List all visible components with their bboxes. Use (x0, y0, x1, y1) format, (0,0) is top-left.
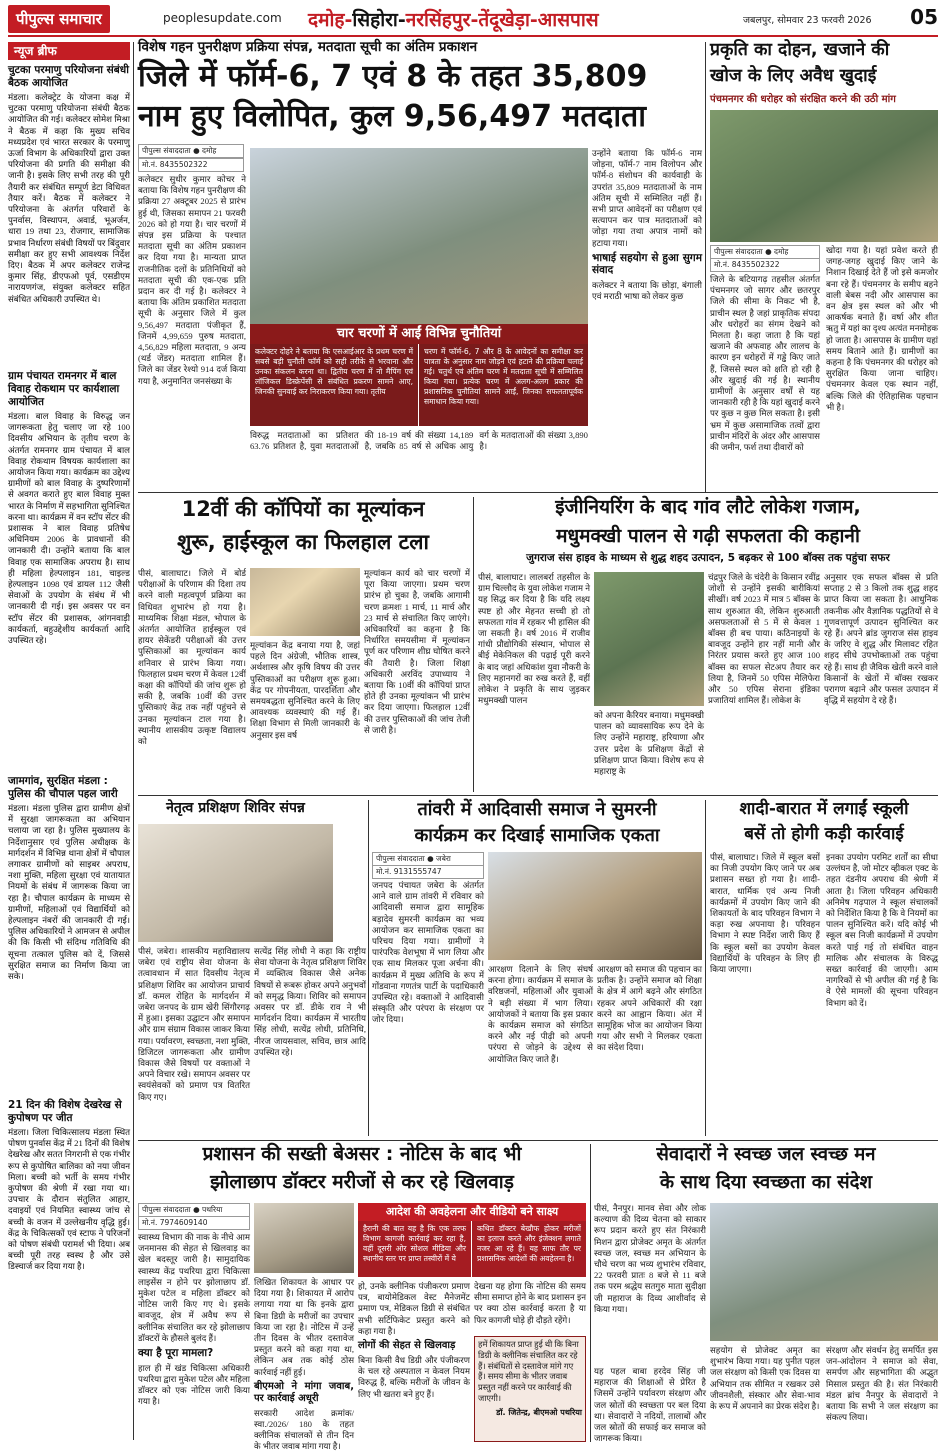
lead-body-col1: कलेक्टर सुधीर कुमार कोचर ने बताया कि विशेष गहन पुनरीक्षण की प्रक्रिया 27 अक्टूबर 2025 से प्रारंभ हुई थी, जिसका समापन 21 फरवरी 2026 को हो गया है। चार चरणों में संपन्न इस प्रक्रिया के पश्चात मतदाता सूची का अंतिम प्रकाशन कर दिया गया है। मान्यता प्राप्त राजनीतिक दलों के प्रतिनिधियों को मतदाता सूची की एक-एक प्रति प्रदान कर दी गई है। कलेक्टर ने बताया कि अंतिम प्रकाशित मतदाता सूची के अनुसार जिले में कुल 9,56,497 मतदाता पंजीकृत हैं, जिनमें 4,99,659 पुरुष मतदाता, 4,56,829 महिला मतदाता, 9 अन्य (थर्ड जेंडर) मतदाता शामिल हैं। जिले का जेंडर रेश्यो 914 दर्ज किया गया है, अनुमानित जनसंख्या के (138, 174, 246, 386)
masthead (8, 5, 938, 37)
fake-col1-text: स्वास्थ्य विभाग की नाक के नीचे आम जनमानस की सेहत से खिलवाड़ का खेल बदस्तूर जारी है। सामुदायिक स्वास्थ्य केंद्र पथरिया द्वारा चिकित्सा लाइसेंस न होने पर झोलाछाप डॉ. मुकेश पटेल व महिला डॉक्टर को नोटिस जारी किए गए थे। इसके बावजूद, क्षेत्र में अवैध रूप से क्लीनिक संचालित कर रहे झोलाछाप डॉक्टरों के हौसले बुलंद हैं। (138, 1232, 250, 1343)
right1-subheadline: पंचमनगर की धरोहर को संरक्षित करने की उठी मांग (710, 94, 896, 105)
fake-red-caption-right: कथित डॉक्टर बेखौफ होकर मरीजों का इलाज करते और इंजेक्शन लगाते नजर आ रहे हैं। यह साफ तौर पर प्रशासनिक आदेशों की अवहेलना है। (472, 1221, 586, 1277)
right1-body-col2: खोदा गया है। यहां प्रवेश करते ही जगह-जगह खुदाई किए जाने के निशान दिखाई देते हैं जो इसे कमजोर बना रहे हैं। पंचमनगर के समीप बहने वाली बेबस नदी और आसपास का वन क्षेत्र इस स्थल को और भी आकर्षक बनाते हैं। वर्षा और शीत ऋतु में यहां का दृश्य अत्यंत मनमोहक हो जाता है। आसपास के ग्रामीण यहां समय बिताने आते हैं। ग्रामीणों का कहना है कि पंचमनगर की धरोहर को सुरक्षित किया जाना चाहिए। पंचमनगर केवल एक स्थान नहीं, बल्कि जिले की ऐतिहासिक पहचान भी है। (826, 245, 938, 412)
fake-body-col3 (358, 1281, 470, 1442)
column-divider (705, 42, 706, 492)
right1-headline-line2: खोज के लिए अवैध खुदाई (710, 66, 877, 86)
tanwari-photo (488, 852, 702, 960)
brief-text: मंडला। जिला चिकित्सालय मंडला स्थित पोषण पुनर्वास केंद्र में 21 दिनों की विशेष देखरेख और सतत निगरानी से एक गंभीर रूप से कुपोषित बालिका को नया जीवन मिला। बच्ची को भर्ती के समय गंभीर कुपोषण की श्रेणी में रखा गया था। उपचार के दौरान संतुलित आहार, दवाइयों एवं नियमित स्वास्थ्य जांच से बच्ची के वजन में उल्लेखनीय वृद्धि हुई। केंद्र के चिकित्सकों एवं स्टाफ ने परिजनों को पोषण संबंधी परामर्श भी दिया। अब बच्ची पूरी तरह स्वस्थ है और उसे डिस्चार्ज कर दिया गया है। (8, 1127, 130, 1272)
column-divider (133, 42, 134, 1440)
copies-headline-line1: 12वीं की कॉपियों का मूल्यांकन (181, 497, 425, 521)
brief-text: मंडला। कलेक्ट्रेट के योजना कक्ष में चुटका परमाणु परियोजना संबंधी बैठक आयोजित की गई। कलेक्टर सोमेश मिश्रा ने बैठक में कहा कि मुख्य सचिव मध्यप्रदेश एवं भारत सरकार के परमाणु ऊर्जा विभाग के अधिकारियों द्वारा उक्त परियोजना की प्रगति की समीक्षा की जानी है। इसके लिए सभी तरह की पूरी तैयारी कर संबंधित सम्पूर्ण डेटा विधिवत तैयार करें। बैठक में कलेक्टर ने परियोजना के अंतर्गत परिवारों के पुनर्वास, विस्थापन, अवार्ड, भूअर्जन, धारा 19 तथा 23, रोजगार, सामाजिक प्रभाव निर्धारण संबंधी विषयों पर बिंदुवार समीक्षा कर हुए सभी आवश्यक निर्देश दिए। बैठक में अपर कलेक्टर राजेन्द्र कुमार सिंह, डीएफओ पूर्व, एसडीएम नारायणगंज, संयुक्त कलेक्टर सहित संबंधित अधिकारी उपस्थित थे। (8, 92, 130, 304)
brief-text: मंडला। बाल विवाह के विरुद्ध जन जागरूकता हेतु चलाए जा रहे 100 दिवसीय अभियान के तृतीय चरण के अंतर्गत रामनगर ग्राम पंचायत में बाल विवाह रोकथाम विषयक कार्यशाला का आयोजन किया गया। कार्यक्रम का उद्देश्य ग्रामीणों को बाल विवाह के दुष्परिणामों से अवगत कराते हुए बाल विवाह मुक्त भारत के निर्माण में सहभागिता सुनिश्चित करना था। कार्यक्रम में वन स्टॉप सेंटर की प्रशासक ने बाल विवाह प्रतिषेध अधिनियम 2006 के प्रावधानों की जानकारी दी। उन्होंने बताया कि बाल विवाह एक सामाजिक अपराध है। साथ ही महिला हेल्पलाइन 181, चाइल्ड हेल्पलाइन 1098 एवं डायल 112 जैसी सेवाओं के उपयोग के संबंध में भी जानकारी दी गई। इस अवसर पर वन स्टॉप सेंटर की प्रशासक, आंगनवाड़ी कार्यकर्ता, बहुउद्देशीय कार्यकर्ता आदि उपस्थित रहे। (8, 411, 130, 646)
lead-photo (250, 148, 588, 324)
wedding-body-col2: इनका उपयोग परमिट शर्तों का सीधा उल्लंघन है, जो मोटर व्हीकल एक्ट के तहत दंडनीय अपराध की श्रेणी में आता है। जिला परिवहन अधिकारी अनिमेष गढ़पाल ने स्कूल संचालकों को निर्देशित किया है कि वे नियमों का पालन सुनिश्चित करें। यदि कोई भी स्कूल बस निजी कार्यक्रमों में उपयोग करते पाई गई तो संबंधित वाहन मालिक और संचालक के विरुद्ध सख्त कार्रवाई की जाएगी। आम नागरिकों से भी अपील की गई है कि वे ऐसे मामलों की सूचना परिवहन विभाग को दें। (826, 852, 938, 1008)
wedding-body-col1: पीसं, बालाघाट। जिले में स्कूल बसों का निजी उपयोग किए जाने पर अब प्रशासन सख्त हो गया है। शादी-बारात, धार्मिक एवं अन्य निजी कार्यक्रमों में उपयोग किए जाने की शिकायतों के बाद परिवहन विभाग ने कड़ा रुख अपनाया है। परिवहन विभाग ने स्पष्ट निर्देश जारी किए हैं कि स्कूल बसों का उपयोग केवल विद्यार्थियों के परिवहन के लिए ही किया जाएगा। (710, 852, 820, 975)
camp-body-col1: पीसं, जबेरा। शासकीय महाविद्यालय जबेरा एवं राष्ट्रीय सेवा योजना के तत्वावधान में सात दिवसीय नेतृत्व प्रशिक्षण शिविर का आयोजन प्राचार्य डॉ. कमल रोहित के मार्गदर्शन में जबेरा जनपद के ग्राम खेरी सिंगौरगढ़ में हुआ। इसका उद्घाटन और समापन और ग्राम संग्राम विकास जाकर किया गया। पर्यावरण, स्वच्छता, नशा मुक्ति, डिजिटल जागरूकता और ग्रामीण विकास जैसे विषयों पर वक्ताओं ने अपने विचार रखे। समापन अवसर पर स्वयंसेवकों को प्रमाण पत्र वितरित किए गए। (138, 946, 250, 1102)
lead-col3b-text: कलेक्टर ने बताया कि छोड़ा, बंगाली एवं मराठी भाषा को लेकर कुछ (592, 279, 702, 302)
news-brief-column (8, 62, 130, 1442)
copies-headline-line2: शुरू, हाईस्कूल का फिलहाल टला (177, 530, 429, 554)
fake-col3-text: हो, उनके क्लीनिक पंजीकरण प्रमाण पत्र, बायोमेडिकल वेस्ट मैनेजमेंट प्रमाण पत्र, मेडिकल डिग्री से संबंधित सभी सर्टिफिकेट प्रस्तुत करने को कहा गया है। (358, 1281, 470, 1336)
column-divider (705, 800, 706, 1136)
right1-photo (710, 110, 938, 242)
tanwari-headline-line1: तांवरी में आदिवासी समाज ने सुमरनी (417, 799, 657, 820)
fake-quote-box (474, 1336, 586, 1442)
lead-photo-band: चार चरणों में आईं विभिन्न चुनौतियां (250, 324, 588, 344)
fake-body-col2 (254, 1277, 354, 1452)
clean-body-col2: यह पहल बाबा हरदेव सिंह जी महाराज की शिक्षाओं से प्रेरित है जिसमें उन्होंने पर्यावरण संरक्षण और जल स्रोतों की स्वच्छता पर बल दिया था। सेवादारों ने नदियों, तालाबों और जल स्रोतों की सफाई कर समाज को जागरूक किया। (594, 1366, 706, 1444)
fake-quote-text: हमें शिकायत प्राप्त हुई थी कि बिना डिग्री के क्लीनिक संचालित कर रहे हैं। संबंधितों से दस्तावेज मांगे गए हैं। समय सीमा के भीतर जवाब प्रस्तुत नहीं करने पर कार्रवाई की जाएगी। (478, 1340, 579, 1403)
brief-text: मंडला। मंडला पुलिस द्वारा ग्रामीण क्षेत्रों में सुरक्षा जागरूकता का अभियान चलाया जा रहा है। पुलिस मुख्यालय के निर्देशानुसार एवं पुलिस अधीक्षक के मार्गदर्शन में विभिन्न थाना क्षेत्रों में चौपाल लगाकर ग्रामीणों को साइबर अपराध, नशा मुक्ति, महिला सुरक्षा एवं यातायात नियमों के संबंध में जागरूक किया जा रहा है। चौपाल कार्यक्रम के माध्यम से ग्रामीणों, महिलाओं एवं विद्यार्थियों को हेल्पलाइन नंबरों की जानकारी दी गई। पुलिस अधिकारियों ने आमजन से अपील की कि किसी भी संदिग्ध गतिविधि की सूचना तत्काल पुलिस को दें, जिससे सुरक्षित समाज का निर्माण किया जा सके। (8, 803, 130, 982)
fake-col3-subhead: लोगों की सेहत से खिलवाड़ (358, 1340, 456, 1352)
column-divider (473, 497, 474, 792)
lead-kicker: विशेष गहन पुनरीक्षण प्रक्रिया संपन्न, मतदाता सूची का अंतिम प्रकाशन (138, 39, 478, 55)
clean-headline-line1: सेवादारों ने स्वच्छ जल स्वच्छ मन (656, 1144, 876, 1165)
clean-photo (710, 1203, 938, 1341)
wedding-headline-line1: शादी-बारात में लगाईं स्कूली (739, 799, 909, 819)
engineer-subheadline: जुगराज संस हाइव के माध्यम से शुद्ध शहद उत्पादन, 5 बढ़कर से 100 बॉक्स तक पहुंचा सफर (526, 552, 890, 564)
lead-body-col2: विरुद्ध मतदाताओं का प्रतिशत 63.76 प्रतिशत है, युवा मतदाताओं की 18-19 वर्ष की संख्या 14,189 है, जबकि 85 वर्ष से अधिक आयु वर्ग के मतदाताओं की संख्या 3,890 है। (250, 430, 588, 452)
fake-mobile: मो.नं. 7974609140 (138, 1216, 250, 1230)
fake-body-col4: देखना यह होगा कि नोटिस की समय सीमा समाप्त होने के बाद प्रशासन इन पर क्या ठोस कार्रवाई करता है या फिर कागजी घोड़े ही दौड़ते रहेंगे। (474, 1281, 586, 1325)
lead-body-col3 (592, 148, 702, 486)
fake-headline-line2: झोलाछाप डॉक्टर मरीजों से कर रहे खिलवाड़ (210, 1171, 514, 1193)
fake-col2-text: लिखित शिकायत के आधार पर दिया गया है। शिकायत में आरोप लगाया गया था कि इनके द्वारा बिना डिग्री के मरीजों का उपचार किया जा रहा है। नोटिस में उन्हें तीन दिवस के भीतर दस्तावेज प्रस्तुत करने को कहा गया था, लेकिन अब तक कोई ठोस कार्रवाई नहीं हुई। (254, 1277, 354, 1377)
lead-headline-line2: नाम हुए विलोपित, कुल 9,56,497 मतदाता (138, 99, 646, 134)
news-brief-label: न्यूज ब्रीफ (8, 42, 130, 60)
logo: पीपुल्स समाचार (8, 5, 110, 33)
section-sihora: सिहोरा- (352, 9, 406, 31)
lead-photo-caption-left: कलेक्टर दोहरे ने बताया कि एसआईआर के प्रथम चरण में सबसे बड़ी चुनौती फॉर्म को सही तरीके से भरवाना और उनका संकलन करना था। द्वितीय चरण में नो मैपिंग एवं लॉजिकल डिस्क्रेपेंसी से संबंधित प्रकरण सामने आए, जिनकी सुनवाई कर निराकरण किया गया। तृतीय (250, 344, 418, 426)
lead-body-col4 (592, 150, 593, 151)
column-divider (368, 800, 369, 1136)
camp-body-col2: सत्येंद्र सिंह लोधी ने कहा कि राष्ट्रीय सेवा योजना के नेतृत्व प्रशिक्षण शिविर में व्यक्तित्व विकास जैसे अनेक विषयों से रूबरू होकर अपने अनुभवों को समृद्ध किया। शिविर को समापन अवसर पर डॉ. डीके राव ने भी मार्गदर्शन दिया। कार्यक्रम में भारतीय सिंह लोधी, सत्येंद्र लोधी, प्रतिनिधि, नीरज जायसवाल, सचिव, छात्र आदि उपस्थित रहे। (254, 946, 366, 1057)
site-url[interactable]: peoplesupdate.com (163, 11, 282, 25)
camp-photo (138, 824, 333, 942)
section-damoh: दमोह- (308, 9, 353, 31)
fake-photo-left (254, 1203, 354, 1273)
fake-byline: पीपुल्स संवाददाता ● पथरिया (138, 1203, 250, 1217)
right1-body-col1: जिले के बटियागढ़ तहसील अंतर्गत पंचमनगर जो सागर और छतरपुर जिले की सीमा के निकट भी है, प्राचीन स्थल है जहां प्राकृतिक संपदा और धरोहरों का संगम देखने को मिलता है। कहा जाता है कि यहां खजाने की अफवाह और लालच के कारण इन धरोहरों में गड्ढे किए जाते हैं, जिससे स्थल को क्षति हो रही है और खुदाई की गई है। स्थानीय ग्रामीणों के अनुसार वर्षों से यह जानकारी रही है कि यहां खुदाई करने पर कुछ न कुछ मिल सकता है। इसी भ्रम में कुछ असामाजिक तत्वों द्वारा प्राचीन मंदिरों के अंदर और आसपास की जमीन, फर्श तथा दीवारों को (710, 274, 820, 453)
tanwari-byline: पीपुल्स संवाददाता ● जबेरा (372, 852, 484, 866)
section-rest: नरसिंहपुर-तेंदूखेड़ा-आसपास (405, 9, 599, 31)
lead-col3-subhead: भाषाई सहयोग से हुआ सुगम संवाद (592, 251, 702, 277)
right1-mobile: मो.नं. 8435502322 (710, 258, 820, 272)
fake-col1b-text: हाल ही में खंड चिकित्सा अधिकारी पथरिया द्वारा मुकेश पटेल और महिला डॉक्टर को एक नोटिस जारी किया गया है। (138, 1362, 250, 1407)
lead-col3-text: उन्होंने बताया कि फॉर्म-6 नाम जोड़ना, फॉर्म-7 नाम विलोपन और फॉर्म-8 संशोधन की कार्यवाही के उपरांत 35,809 मतदाताओं के नाम अंतिम सूची में सम्मिलित नहीं हैं। सभी प्राप्त आवेदनों का परीक्षण एवं सत्यापन कर पात्र मतदाताओं को जोड़ा गया तथा अपात्र नामों को हटाया गया। (592, 148, 702, 248)
engineer-body-col1: पीसं, बालाघाट। लालबर्रा तहसील के ग्राम चिल्लौद के युवा लोकेश गजाम ने यह सिद्ध कर दिया है कि यदि लक्ष्य स्पष्ट हो और मेहनत सच्ची हो तो सफलता गांव में रहकर भी हासिल की जा सकती है। वर्ष 2016 में राजीव गांधी प्रौद्योगिकी संस्थान, भोपाल से बीई मेकेनिकल की पढ़ाई पूरी करने के बाद जहां अधिकांश युवा नौकरी के लिए महानगरों का रुख करते हैं, वहीं लोकेश ने प्रकृति के साथ जुड़कर मधुमक्खी पालन (478, 572, 590, 706)
lead-photo-caption-right: चरण में फॉर्म-6, 7 और 8 के आवेदनों का समीक्षा कर पात्रता के अनुसार नाम जोड़ने एवं हटाने की प्रक्रिया चलाई गई। चतुर्थ एवं अंतिम चरण में मतदाता सूची में सम्मिलित किया गया। प्रत्येक चरण में अलग-अलग प्रकार की प्रशासनिक चुनौतियां सामने आईं, जिनका सफलतापूर्वक समाधान किया गया। (419, 344, 588, 426)
engineer-photo (594, 572, 704, 706)
fake-quote-by: डॉ. जितेन्द्र, बीएमओ पथरिया (496, 1407, 582, 1417)
lead-byline: पीपुल्स संवाददाता ● दमोह (138, 144, 244, 158)
copies-body-col3: मूल्यांकन कार्य को चार चरणों में पूरा किया जाएगा। प्रथम चरण प्रारंभ हो चुका है, जबकि आगामी चरण क्रमशः 1 मार्च, 11 मार्च और 23 मार्च से संचालित किए जाएंगे। अधिकारियों का कहना है कि निर्धारित समयसीमा में मूल्यांकन पूर्ण कर परिणाम शीघ्र घोषित करने की तैयारी है। जिला शिक्षा अधिकारी अरविंद उपाध्याय ने बताया कि 10वीं की कॉपियां प्राप्त होते ही उनका मूल्यांकन भी प्रारंभ कर दिया जाएगा। फिलहाल 12वीं की उत्तर पुस्तिकाओं की जांच तेजी से जारी है। (364, 568, 470, 735)
fake-col1-subhead: क्या है पूरा मामला? (138, 1347, 214, 1360)
tanwari-body-col3: आरक्षण को समाज की पहचान का प्रतीक है। उन्होंने समाज को शिक्षा के क्षेत्र में आगे बढ़ने और संगठित रहकर अपने अधिकारों की रक्षा करने का आह्वान किया। अंत में सामूहिक भोज का आयोजन किया गया और सभी ने मिलकर एकता का संदेश दिया। (597, 964, 702, 1053)
fake-red-band: आदेश की अवहेलना और वीडियो बने साक्ष्य (358, 1203, 586, 1221)
column-divider (590, 1144, 591, 1442)
edition-date: जबलपुर, सोमवार 23 फरवरी 2026 (743, 15, 872, 26)
fake-red-caption-left: हैरानी की बात यह है कि एक तरफ विभाग कागजी कार्रवाई कर रहा है, वहीं दूसरी ओर सोशल मीडिया और स्थानीय स्तर पर प्राप्त तस्वीरों में ये (358, 1221, 471, 1277)
fake-body-col1 (138, 1232, 250, 1442)
copies-body-col1: पीसं, बालाघाट। जिले में बोर्ड परीक्षाओं के परिणाम की दिशा तय करने वाली महत्वपूर्ण प्रक्रिया का विधिवत शुभारंभ हो गया है। माध्यमिक शिक्षा मंडल, भोपाल के अंतर्गत आयोजित हाईस्कूल एवं हायर सेकेंडरी परीक्षाओं की उत्तर पुस्तिकाओं का मूल्यांकन कार्य शनिवार से प्रारंभ किया गया। फिलहाल प्रथम चरण में केवल 12वीं कक्षा की कॉपियों की जांच शुरू हो सकी है, जबकि 10वीं की उत्तर पुस्तिकाएं केंद्र तक नहीं पहुंचने से उनका मूल्यांकन टाल गया है। स्थानीय शासकीय उत्कृष्ट विद्यालय को (138, 568, 246, 747)
brief-title: 21 दिन की विशेष देखरेख से कुपोषण पर जीत (8, 1099, 122, 1124)
copies-body-col2: मूल्यांकन केंद्र बनाया गया है, जहां पहले दिन अंग्रेजी, भौतिक शास्त्र, अर्थशास्त्र और कृषि विषय की उत्तर पुस्तिकाओं का परीक्षण शुरू हुआ। केंद्र पर गोपनीयता, पारदर्शिता और समयबद्धता सुनिश्चित करने के लिए आवश्यक व्यवस्थाएं की गई हैं। शिक्षा विभाग से मिली जानकारी के अनुसार इस वर्ष (250, 640, 360, 740)
clean-body-col4: संरक्षण और संवर्धन हेतु समर्पित इस जन-आंदोलन ने समाज को सेवा, समर्पण और सहभागिता की अद्भुत मिसाल प्रस्तुत की है। संत निरंकारी मंडल ब्रांच नैनपुर के सेवादारों ने बताया कि सभी ने जल संरक्षण का संकल्प लिया। (826, 1345, 938, 1423)
camp-headline: नेतृत्व प्रशिक्षण शिविर संपन्न (166, 800, 305, 816)
engineer-headline-line2: मधुमक्खी पालन से गढ़ी सफलता की कहानी (556, 525, 860, 547)
section-divider (138, 795, 938, 796)
tanwari-headline-line2: कार्यक्रम कर दिखाई सामाजिक एकता (414, 825, 660, 846)
fake-col3b-text: बिना किसी वैध डिग्री और पंजीकरण के चल रहे अस्पताल न केवल नियम विरुद्ध हैं, बल्कि मरीजों के जीवन के लिए भी खतरा बने हुए हैं। (358, 1355, 470, 1399)
section-divider (138, 492, 938, 493)
right1-byline: पीपुल्स संवाददाता ● दमोह (710, 245, 820, 259)
page-number: 05 (910, 5, 938, 29)
tanwari-mobile: मो.नं. 9131555747 (372, 865, 484, 879)
tanwari-body-col1: जनपद पंचायत जबेरा के अंतर्गत आने वाले ग्राम तांवरी में रविवार को आदिवासी समाज द्वारा सामूहिक बड़ादेव सुमरनी कार्यक्रम का भव्य आयोजन कर सामाजिक एकता का परिचय दिया गया। ग्रामीणों ने पारंपरिक वेशभूषा में भाग लिया और एक साथ मिलकर पूजा अर्चना की। कार्यक्रम में मुख्य अतिथि के रूप में गोंडवाना गणतंत्र पार्टी के पदाधिकारी उपस्थित रहे। वक्ताओं ने आदिवासी संस्कृति और परंपरा के संरक्षण पर जोर दिया। (372, 880, 484, 1025)
lead-headline-line1: जिले में फॉर्म-6, 7 एवं 8 के तहत 35,809 (138, 59, 648, 94)
fake-col2b-text: सरकारी आदेश क्रमांक/ स्वा./2026/ 180 के तहत क्लीनिक संचालकों से तीन दिन के भीतर जवाब मांगा गया है। (254, 1407, 354, 1452)
engineer-headline-line1: इंजीनियरिंग के बाद गांव लौटे लोकेश गजाम, (555, 496, 861, 518)
clean-body-col3: सहयोग से प्रोजेक्ट अमृत का शुभारंभ किया गया। यह पुनीत पहल जल संरक्षण को किसी एक दिवस या अभियान तक सीमित न रखकर उसे जीवनशैली, संस्कार और सेवा-भाव के रूप में अपनाने का प्रेरक संदेश है। (710, 1345, 820, 1412)
section-title (308, 6, 599, 32)
right1-headline-line1: प्रकृति का दोहन, खजाने की (710, 40, 890, 60)
brief-title: जामगांव, सुरक्षित मंडला : पुलिस की चौपाल पहल जारी (8, 775, 118, 800)
clean-body-col1: पीसं, नैनपुर। मानव सेवा और लोक कल्याण की दिव्य चेतना को साकार रूप प्रदान करते हुए संत निरंकारी मिशन द्वारा प्रोजेक्ट अमृत के अंतर्गत स्वच्छ जल, स्वच्छ मन अभियान के चौथे चरण का भव्य शुभारंभ रविवार, 22 फरवरी प्रातः 8 बजे से 11 बजे तक परम श्रद्धेय सतगुरु माता सुदीक्षा जी महाराज के दिव्य आशीर्वाद से किया गया। (594, 1203, 706, 1314)
brief-title: ग्राम पंचायत रामनगर में बाल विवाह रोकथाम पर कार्यशाला आयोजित (8, 370, 120, 408)
brief-title: चुटका परमाणु परियोजना संबंधी बैठक आयोजित (8, 64, 129, 89)
engineer-body-col2: को अपना कैरियर बनाया। मधुमक्खी पालन को व्यावसायिक रूप देने के लिए उन्होंने महाराष्ट्र, हरियाणा और उत्तर प्रदेश के प्रशिक्षण केंद्रों से प्रशिक्षण प्राप्त किया। विशेष रूप से महाराष्ट्र के (594, 710, 704, 777)
copies-photo (250, 568, 360, 636)
lead-mobile: मो.नं. 8435502322 (138, 158, 244, 172)
engineer-body-col4: अनुसार एक सफल बॉक्स से प्रति सप्ताह 2 से 3 किलो तक शुद्ध शहद प्राप्त किया जा सकता है। आधुनिक तकनीक और वैज्ञानिक पद्धतियों से वे गुणवत्तापूर्ण उत्पादन सुनिश्चित कर रहे हैं। अपने ब्रांड जुगराज संस हाइव के जरिए वे शुद्ध और मिलावट रहित शहद सीधे उपभोक्ताओं तक पहुंचा रहे हैं। साथ ही जैविक खेती करने वाले किसानों के खेतों में बॉक्स रखकर परागण बढ़ाने और फसल उत्पादन में वृद्धि में सहयोग दे रहे हैं। (824, 572, 938, 706)
engineer-body-col3: चंद्रपुर जिले के चंदेरी के किसान रवींद्र जोशी से उन्होंने इसकी बारीकियां सीखीं। वर्ष 2023 में मात्र 5 बॉक्स के साथ शुरुआत की, लेकिन शुरुआती असफलताओं से 5 में से केवल 1 बॉक्स ही बच पाया। कठिनाइयों के बावजूद उन्होंने हार नहीं मानी और निरंतर प्रयास करते हुए आज 100 बॉक्स का सफल सेटअप तैयार कर लिया है, जिनमें 50 एपिस मेलिफेरा और 50 एपिस सेराना इंडिका प्रजातियां शामिल हैं। लोकेश के (708, 572, 820, 706)
tanwari-body-col2: आरक्षण दिलाने के लिए संघर्ष करना होगा। कार्यक्रम में समाज के वरिष्ठजनों, महिलाओं और युवाओं ने बड़ी संख्या में भाग लिया। आयोजकों ने बताया कि इस प्रकार के कार्यक्रम समाज को संगठित करने और नई पीढ़ी को अपनी परंपरा से जोड़ने के उद्देश्य से आयोजित किए जाते हैं। (488, 964, 593, 1064)
section-divider (138, 1140, 938, 1141)
clean-headline-line2: के साथ दिया स्वच्छता का संदेश (659, 1172, 873, 1193)
wedding-headline-line2: बसें तो होगी कड़ी कार्रवाई (744, 824, 904, 844)
fake-headline-line1: प्रशासन की सख्ती बेअसर : नोटिस के बाद भी (202, 1143, 522, 1165)
fake-col2-subhead: बीएमओ ने मांगा जवाब, पर कार्रवाई अधूरी (254, 1380, 354, 1404)
